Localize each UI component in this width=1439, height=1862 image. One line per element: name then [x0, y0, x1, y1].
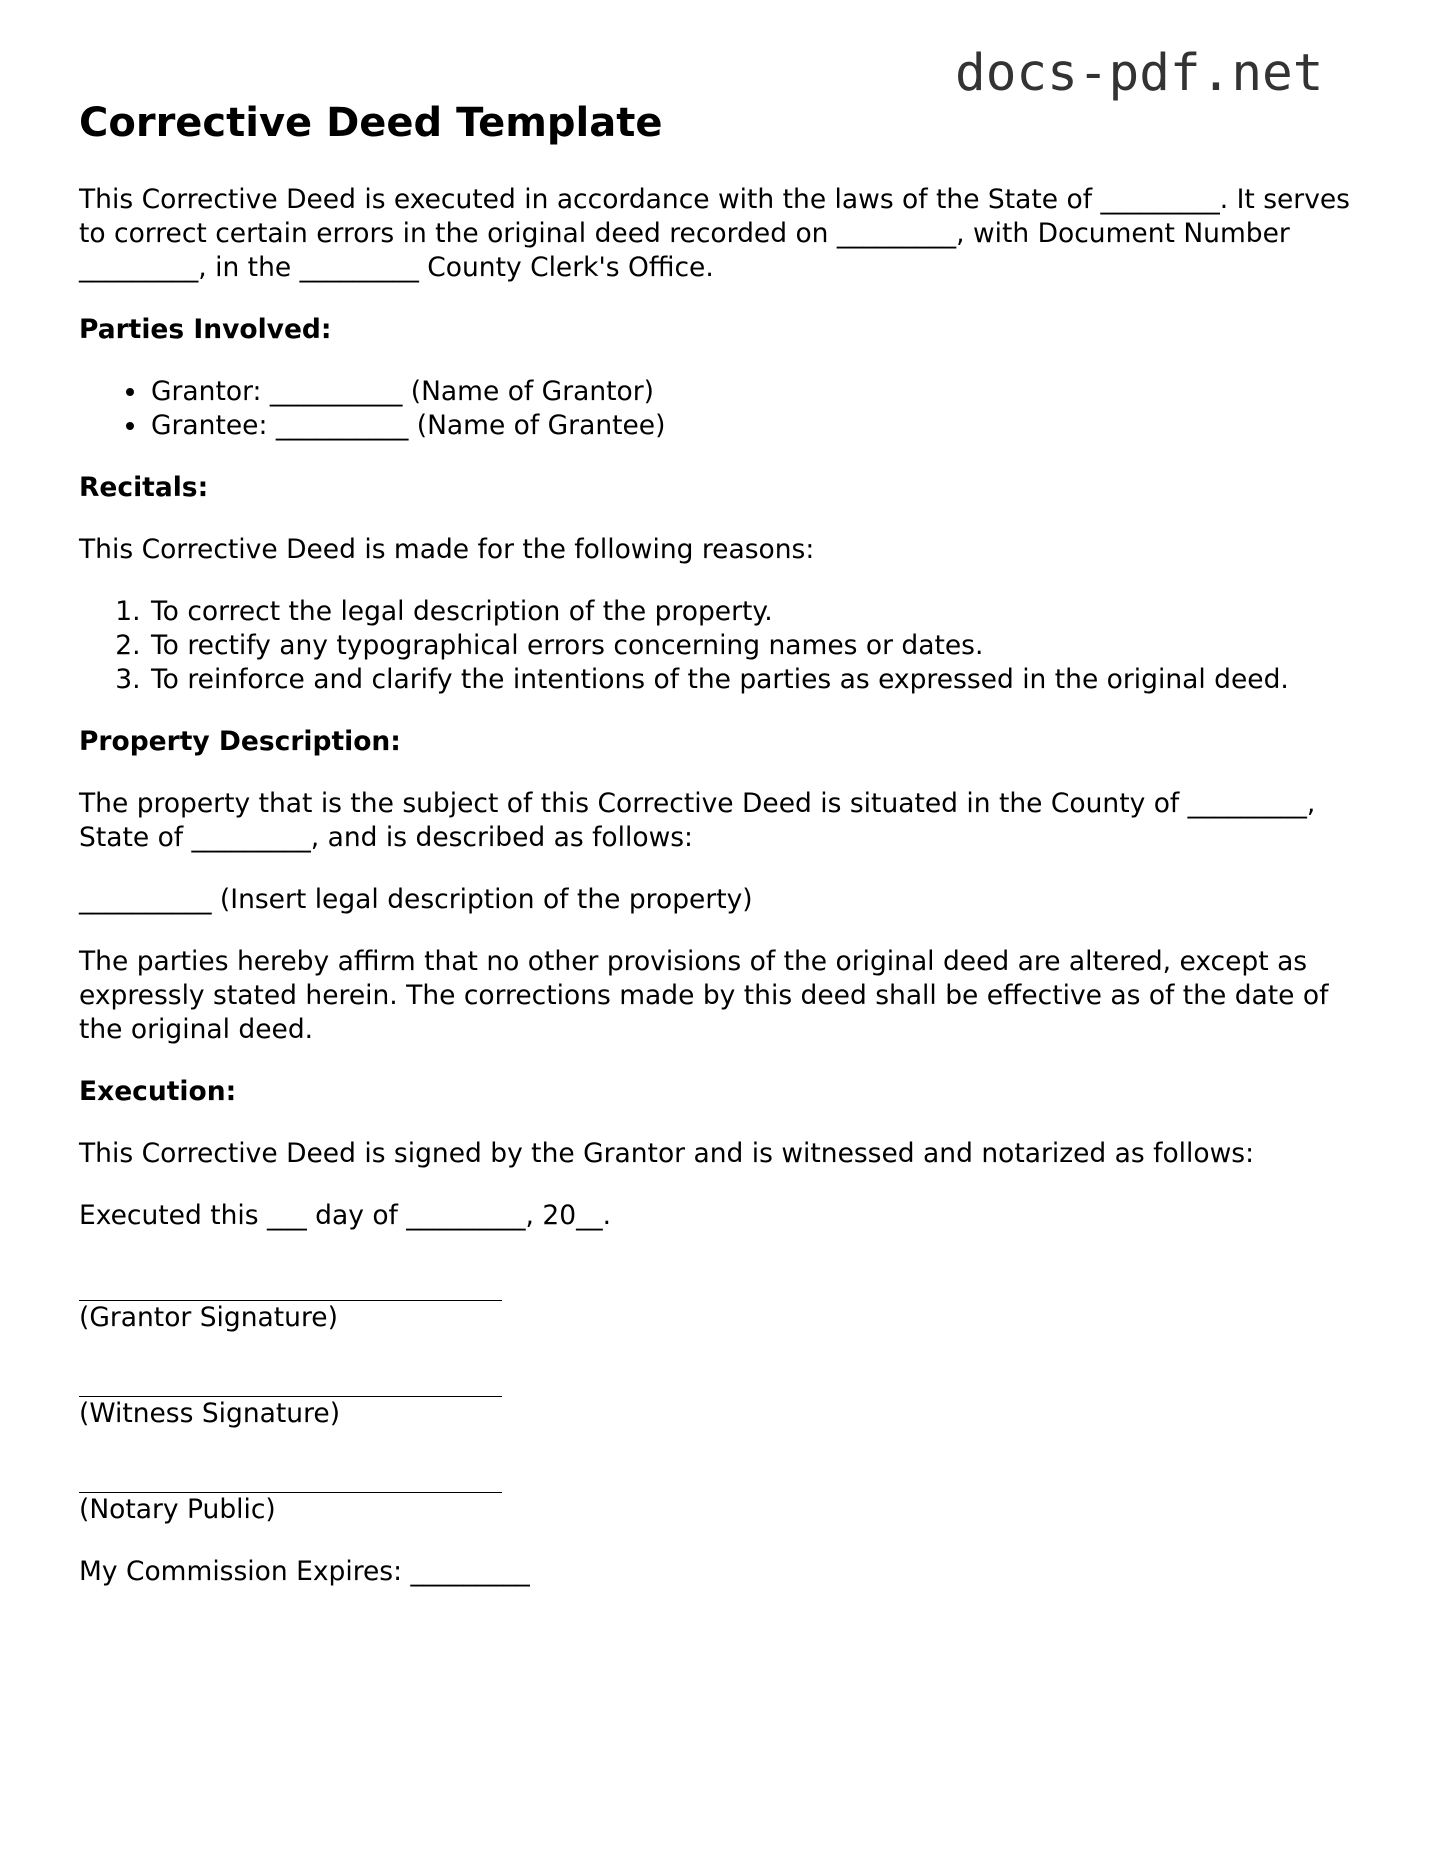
commission-expires-line: My Commission Expires: _________	[79, 1556, 530, 1587]
document-title: Corrective Deed Template	[79, 100, 663, 146]
spacer	[79, 1233, 1369, 1267]
legal-description-line: __________ (Insert legal description of the property)	[79, 884, 753, 915]
list-item-grantor: • Grantor: __________ (Name of Grantor)	[149, 375, 1369, 409]
document-body	[79, 183, 1369, 1617]
list-item-recital-2: 2. To rectify any typographical errors concerning names or dates.	[149, 629, 1369, 663]
intro-paragraph: This Corrective Deed is executed in accordance with the laws of the State of _________. It serves to correct certain errors in the original deed recorded on _________, with Document Number _________, in the _________ County Clerk's Office.	[79, 184, 1350, 283]
property-paragraph: The property that is the subject of this Corrective Deed is situated in the County of _________, State of _________, and is described as follows:	[79, 788, 1316, 853]
notary-signature-line[interactable]	[79, 1459, 502, 1493]
grantor-signature-block	[79, 1267, 1369, 1335]
execution-heading: Execution:	[79, 1076, 237, 1107]
property-heading: Property Description:	[79, 726, 401, 757]
grantor-signature-label: (Grantor Signature)	[79, 1302, 338, 1333]
executed-date-line: Executed this ___ day of _________, 20__.	[79, 1200, 612, 1231]
execution-paragraph: This Corrective Deed is signed by the Grantor and is witnessed and notarized as follows:	[79, 1138, 1255, 1169]
notary-signature-label: (Notary Public)	[79, 1494, 276, 1525]
witness-signature-label: (Witness Signature)	[79, 1398, 341, 1429]
list-item-grantee: • Grantee: __________ (Name of Grantee)	[149, 409, 1369, 443]
list-item-recital-1: 1. To correct the legal description of the property.	[149, 595, 1369, 629]
recitals-heading: Recitals:	[79, 472, 209, 503]
list-item-recital-3: 3. To reinforce and clarify the intentions of the parties as expressed in the original deed.	[149, 663, 1369, 697]
watermark: docs-pdf.net	[955, 44, 1324, 103]
notary-signature-block	[79, 1459, 1369, 1527]
grantor-signature-line[interactable]	[79, 1267, 502, 1301]
recitals-lead: This Corrective Deed is made for the following reasons:	[79, 534, 815, 565]
affirmation-paragraph: The parties hereby affirm that no other provisions of the original deed are altered, except as expressly stated herein. The corrections made by this deed shall be effective as of the date of the original deed.	[79, 946, 1329, 1045]
parties-heading: Parties Involved:	[79, 314, 332, 345]
witness-signature-block	[79, 1363, 1369, 1431]
recitals-list	[79, 595, 1369, 697]
parties-list	[79, 375, 1369, 443]
witness-signature-line[interactable]	[79, 1363, 502, 1397]
